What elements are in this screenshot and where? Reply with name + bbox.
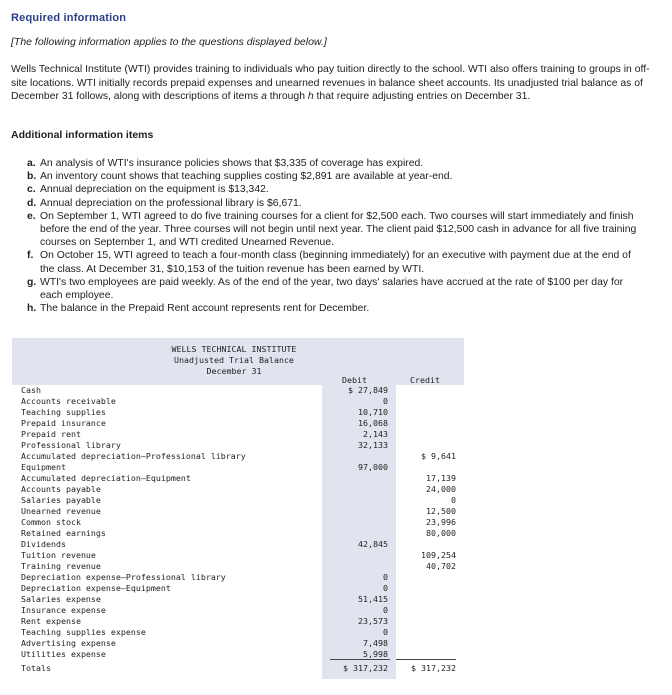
credit-amount: 24,000: [426, 484, 456, 494]
account-name: Tuition revenue: [21, 550, 96, 560]
debit-column-header: Debit: [342, 375, 367, 385]
table-row: [12, 572, 464, 583]
table-row: [12, 451, 464, 462]
list-item: [27, 210, 647, 250]
account-name: Unearned revenue: [21, 506, 101, 516]
table-row: [12, 638, 464, 649]
table-row: [12, 484, 464, 495]
item-text: An inventory count shows that teaching supplies costing $2,891 are available at year-end.: [40, 171, 453, 183]
account-name: Insurance expense: [21, 605, 106, 615]
account-name: Common stock: [21, 517, 81, 527]
credit-column-header: Credit: [410, 375, 440, 385]
table-row: [12, 594, 464, 605]
account-name: Rent expense: [21, 616, 81, 626]
debit-amount: 97,000: [358, 462, 388, 472]
table-title-block: [164, 344, 304, 377]
account-name: Prepaid rent: [21, 429, 81, 439]
credit-amount: $ 9,641: [421, 451, 456, 461]
credit-amount: 12,500: [426, 506, 456, 516]
company-name: WELLS TECHNICAL INSTITUTE: [171, 344, 297, 354]
intro-text-2: through: [266, 91, 308, 102]
account-name: Accumulated depreciation—Professional library: [21, 451, 246, 461]
account-name: Salaries payable: [21, 495, 101, 505]
debit-total: $ 317,232: [343, 663, 388, 673]
credit-amount: 23,996: [426, 517, 456, 527]
account-name: Prepaid insurance: [21, 418, 106, 428]
item-letter: f.: [27, 250, 34, 262]
debit-amount: 7,498: [363, 638, 388, 648]
debit-amount: 42,845: [358, 539, 388, 549]
account-name: Cash: [21, 385, 41, 395]
credit-amount: 109,254: [421, 550, 456, 560]
debit-amount: 0: [383, 605, 388, 615]
item-text: On October 15, WTI agreed to teach a four-month class (beginning immediately) for an executive with payment due at the end of the class. At December 31, $10,153 of the tuition revenue has been earned by WTI.: [40, 250, 631, 275]
page-title: Required information: [11, 12, 127, 24]
intro-text-3: that require adjusting entries on December 31.: [313, 91, 531, 102]
statement-title: Unadjusted Trial Balance: [174, 355, 294, 365]
account-name: Accounts payable: [21, 484, 101, 494]
account-name: Professional library: [21, 440, 121, 450]
statement-date: December 31: [206, 366, 262, 376]
table-row: [12, 396, 464, 407]
debit-amount: 0: [383, 583, 388, 593]
account-name: Depreciation expense—Professional library: [21, 572, 226, 582]
item-letter: e.: [27, 210, 36, 222]
account-name: Accounts receivable: [21, 396, 116, 406]
totals-row: [12, 659, 464, 675]
item-letter: c.: [27, 184, 36, 196]
table-row: [12, 539, 464, 550]
account-name: Utilities expense: [21, 649, 106, 659]
table-row: [12, 495, 464, 506]
totals-label: Totals: [21, 663, 51, 673]
list-item: [27, 249, 647, 275]
debit-amount: 16,068: [358, 418, 388, 428]
debit-amount: 0: [383, 396, 388, 406]
table-row: [12, 407, 464, 418]
list-item: [27, 183, 647, 196]
item-text: The balance in the Prepaid Rent account represents rent for December.: [40, 303, 370, 315]
intro-paragraph: [11, 63, 656, 104]
debit-amount: 0: [383, 572, 388, 582]
table-row: [12, 385, 464, 396]
account-name: Training revenue: [21, 561, 101, 571]
table-row: [12, 616, 464, 627]
table-row: [12, 561, 464, 572]
additional-info-title: Additional information items: [11, 129, 154, 141]
intro-item-a: a: [261, 91, 267, 102]
item-text: Annual depreciation on the equipment is $13,342.: [40, 184, 269, 196]
debit-amount: 0: [383, 627, 388, 637]
table-row: [12, 528, 464, 539]
table-row: [12, 473, 464, 484]
debit-amount: $ 27,849: [348, 385, 388, 395]
item-letter: b.: [27, 171, 37, 183]
intro-item-h: h: [307, 91, 314, 102]
credit-amount: 17,139: [426, 473, 456, 483]
table-row: [12, 506, 464, 517]
table-row: [12, 605, 464, 616]
table-row: [12, 627, 464, 638]
item-letter: h.: [27, 303, 37, 315]
credit-total-rule: [396, 659, 456, 660]
item-text: Annual depreciation on the professional library is $6,671.: [40, 197, 302, 209]
account-name: Equipment: [21, 462, 66, 472]
account-name: Depreciation expense—Equipment: [21, 583, 171, 593]
additional-info-list: [27, 157, 647, 315]
item-text: An analysis of WTI's insurance policies shows that $3,335 of coverage has expired.: [40, 158, 424, 169]
table-row: [12, 418, 464, 429]
item-letter: g.: [27, 276, 37, 288]
credit-amount: 80,000: [426, 528, 456, 538]
account-name: Salaries expense: [21, 594, 101, 604]
item-text: On September 1, WTI agreed to do five training courses for a client for $2,500 each. Two courses will start immediately and finish before the end of the year. Three courses will not begin until next year. The client paid $12,500 cash in advance for all five training courses on September 1, and WTI credited Unearned Revenue.: [40, 210, 637, 249]
credit-amount: 40,702: [426, 561, 456, 571]
table-row: [12, 550, 464, 561]
table-row: [12, 462, 464, 473]
list-item: [27, 276, 647, 302]
table-row: [12, 517, 464, 528]
item-letter: d.: [27, 197, 37, 209]
credit-amount: 0: [451, 495, 456, 505]
debit-total-rule: [330, 659, 390, 660]
debit-amount: 51,415: [358, 594, 388, 604]
account-name: Retained earnings: [21, 528, 106, 538]
account-name: Advertising expense: [21, 638, 116, 648]
table-body: [12, 385, 464, 660]
table-row: [12, 429, 464, 440]
item-letter: a.: [27, 158, 36, 169]
table-row: [12, 583, 464, 594]
account-name: Accumulated depreciation—Equipment: [21, 473, 191, 483]
account-name: Teaching supplies: [21, 407, 106, 417]
table-row: [12, 440, 464, 451]
trial-balance-table: [12, 338, 464, 679]
list-item: [27, 197, 647, 210]
account-name: Teaching supplies expense: [21, 627, 146, 637]
account-name: Dividends: [21, 539, 66, 549]
debit-amount: 32,133: [358, 440, 388, 450]
instruction-note: [The following information applies to the questions displayed below.]: [11, 36, 327, 48]
credit-total: $ 317,232: [411, 663, 456, 673]
debit-amount: 2,143: [363, 429, 388, 439]
list-item: [27, 302, 647, 315]
intro-text-1: Wells Technical Institute (WTI) provides training to individuals who pay tuition directly to the school. WTI also offers training to groups in off-site locations. WTI initially records prepaid expenses and unearned revenues in balance sheet accounts. Its unadjusted trial balance as of December 31 follows, along with descriptions of items: [11, 64, 650, 102]
list-item: [27, 157, 647, 170]
debit-amount: 5,998: [363, 649, 388, 659]
item-text: WTI's two employees are paid weekly. As of the end of the year, two days' salaries have accrued at the rate of $100 per day for each employee.: [40, 276, 624, 302]
list-item: [27, 170, 647, 183]
debit-amount: 23,573: [358, 616, 388, 626]
debit-amount: 10,710: [358, 407, 388, 417]
